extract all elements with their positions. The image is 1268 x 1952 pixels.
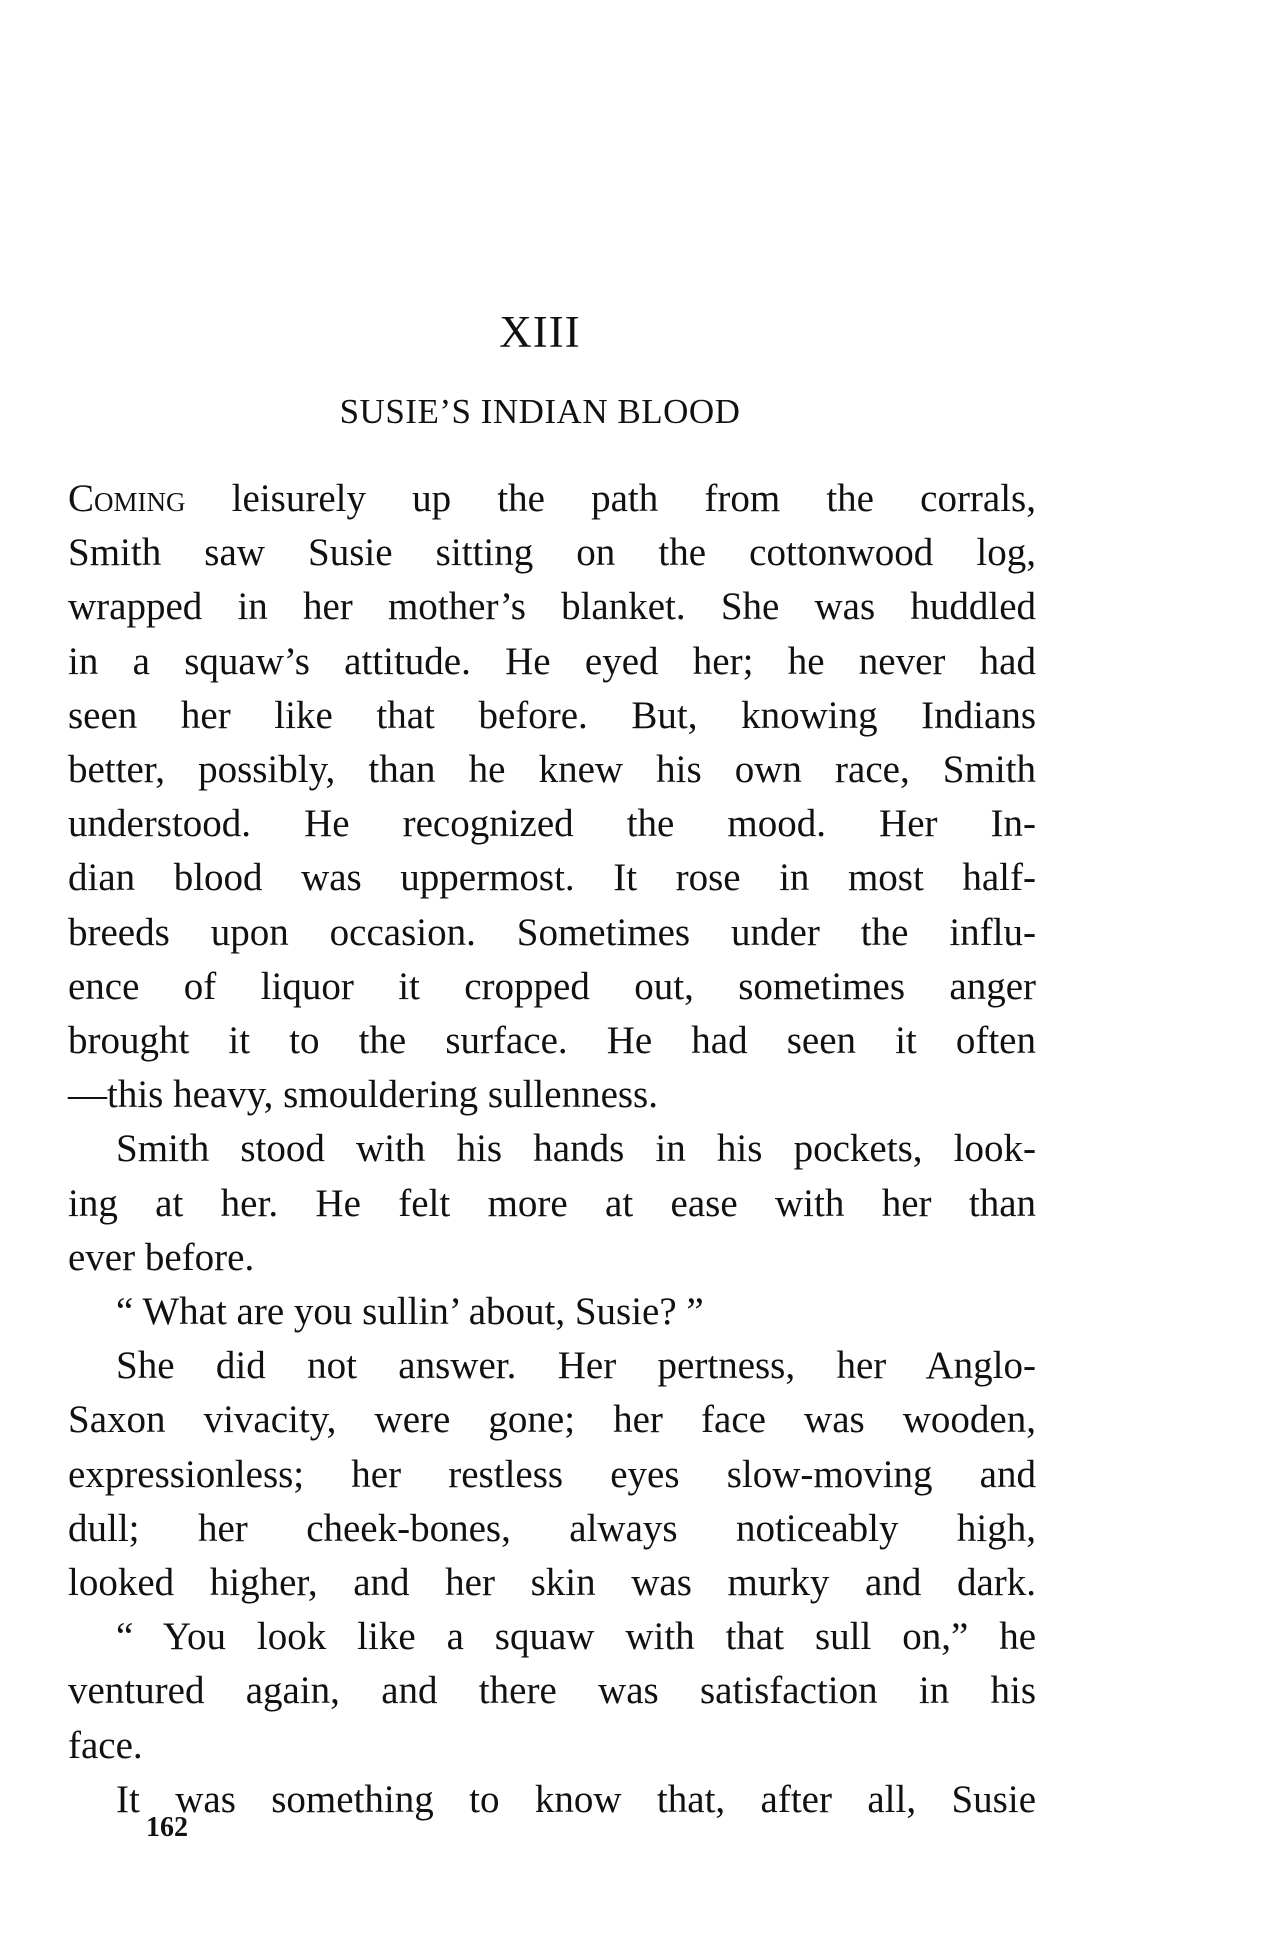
text-line: expressionless; her restless eyes slow-moving and — [68, 1452, 1036, 1496]
text-line: ventured again, and there was satisfaction in his — [68, 1669, 1036, 1713]
text-line: wrapped in her mother’s blanket. She was huddled — [68, 585, 1036, 629]
text-line: dian blood was uppermost. It rose in most half- — [68, 856, 1036, 900]
text-line: Smith stood with his hands in his pockets, look- — [116, 1127, 1036, 1171]
text-line: ever before. — [68, 1235, 255, 1279]
text-line: “ You look like a squaw with that sull on,” he — [116, 1615, 1036, 1659]
text-line: Saxon vivacity, were gone; her face was wooden, — [68, 1398, 1036, 1442]
paragraph-4 — [68, 1339, 1036, 1610]
chapter-number: XIII — [499, 307, 581, 357]
text-line: brought it to the surface. He had seen it often — [68, 1019, 1036, 1063]
text-line: “ What are you sullin’ about, Susie? ” — [116, 1290, 704, 1334]
text-line: in a squaw’s attitude. He eyed her; he never had — [68, 639, 1036, 683]
paragraph-1 — [68, 472, 1036, 1122]
chapter-title: SUSIE’S INDIAN BLOOD — [339, 392, 741, 431]
text-line: seen her like that before. But, knowing Indians — [68, 693, 1036, 737]
page-number: 162 — [146, 1812, 188, 1843]
chapter-lead-word: Coming — [68, 477, 186, 520]
paragraph-2 — [68, 1122, 1036, 1285]
paragraph-6 — [68, 1773, 1036, 1827]
text-line: understood. He recognized the mood. Her In- — [68, 802, 1036, 846]
text-line: Smith saw Susie sitting on the cottonwood log, — [68, 531, 1036, 575]
text-line: looked higher, and her skin was murky and dark. — [68, 1561, 1036, 1605]
text-line-content: leisurely up the path from the corrals, — [185, 477, 1036, 520]
body-text — [68, 472, 1036, 1827]
text-line: ing at her. He felt more at ease with her than — [68, 1181, 1036, 1225]
paragraph-3 — [68, 1285, 1036, 1339]
text-line — [68, 472, 1036, 526]
paragraph-5 — [68, 1610, 1036, 1773]
text-line: breeds upon occasion. Sometimes under the influ- — [68, 910, 1036, 954]
text-line: It was something to know that, after all, Susie — [116, 1777, 1036, 1821]
text-line: dull; her cheek-bones, always noticeably high, — [68, 1506, 1036, 1550]
text-line: face. — [68, 1723, 143, 1767]
text-line: —this heavy, smouldering sullenness. — [68, 1073, 658, 1117]
text-line: ence of liquor it cropped out, sometimes anger — [68, 964, 1036, 1008]
text-line: better, possibly, than he knew his own race, Smith — [68, 748, 1036, 792]
text-line: She did not answer. Her pertness, her Anglo- — [116, 1344, 1036, 1388]
